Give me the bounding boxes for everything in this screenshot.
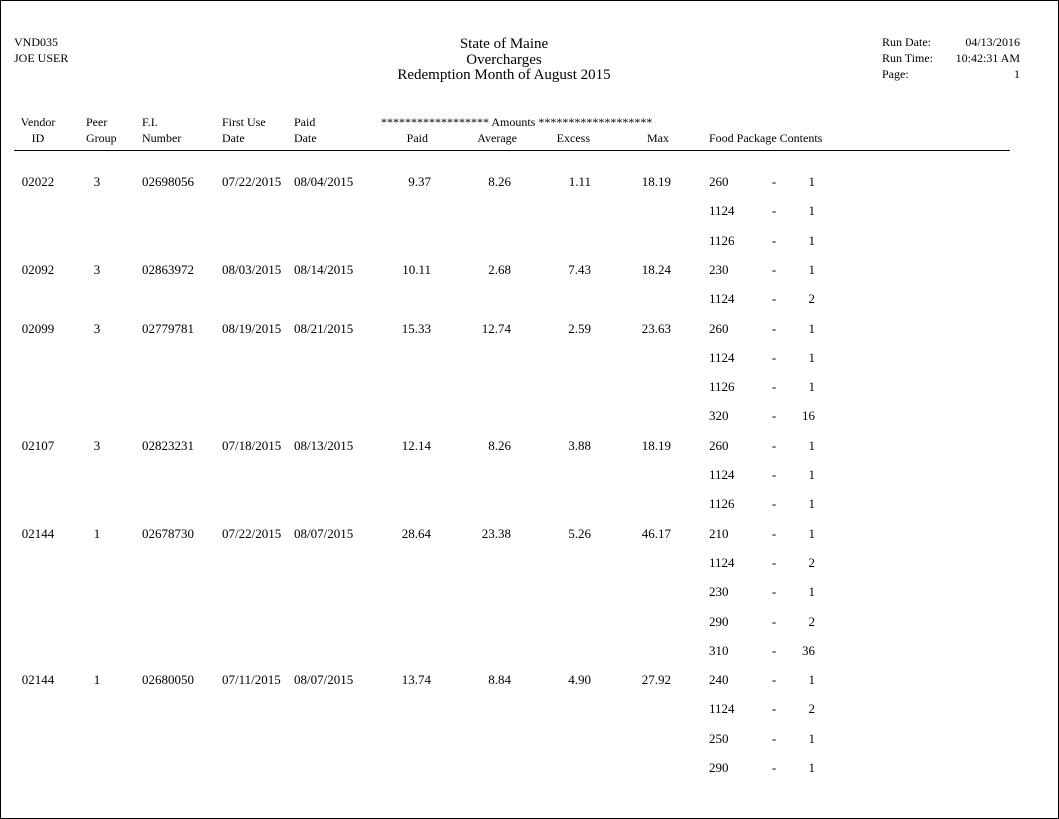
excess-amount: 4.90: [568, 672, 591, 688]
max-amount: 23.63: [641, 320, 671, 336]
food-package-quantity: 1: [808, 760, 815, 775]
vendor-id: 02107: [21, 437, 55, 453]
food-package-separator: -: [771, 467, 777, 482]
col-paid-date-line1: Paid: [294, 115, 316, 129]
excess-amount: 5.26: [568, 525, 591, 541]
first-use-date: 08/19/2015: [222, 320, 282, 336]
food-package-separator: -: [771, 437, 777, 453]
food-package-separator: -: [771, 232, 777, 248]
report-title-month: Redemption Month of August 2015: [397, 67, 611, 83]
food-package-code: 250: [709, 730, 729, 746]
peer-group: 3: [93, 174, 101, 189]
food-package-separator: -: [771, 730, 777, 746]
food-package-code: 1124: [709, 291, 735, 307]
food-package-separator: -: [771, 261, 777, 277]
peer-group: 1: [93, 672, 101, 688]
average-amount: 12.74: [481, 320, 511, 336]
food-package-code: 1124: [709, 554, 735, 570]
food-package-quantity: 2: [808, 554, 815, 570]
food-package-quantity: 2: [808, 701, 815, 717]
average-amount: 23.38: [481, 525, 511, 541]
food-package-code: 1124: [709, 349, 735, 365]
food-package-code: 310: [709, 642, 729, 658]
excess-amount: 3.88: [568, 437, 591, 453]
food-package-separator: -: [771, 701, 777, 717]
food-package-separator: -: [771, 525, 777, 541]
paid-amount: 15.33: [401, 320, 431, 336]
max-amount: 18.24: [641, 261, 671, 277]
food-package-separator: -: [771, 203, 777, 219]
food-package-quantity: 1: [808, 174, 815, 189]
peer-group: 1: [93, 525, 101, 541]
max-amount: 18.19: [641, 437, 671, 453]
max-amount: 46.17: [641, 525, 671, 541]
food-package-quantity: 1: [808, 437, 815, 453]
col-first-use-line2: Date: [222, 131, 245, 145]
col-first-use-line1: First Use: [222, 115, 266, 129]
food-package-quantity: 1: [808, 320, 815, 336]
food-package-quantity: 2: [808, 613, 815, 629]
excess-amount: 1.11: [568, 174, 591, 189]
food-package-code: 290: [709, 760, 729, 775]
food-package-code: 1126: [709, 232, 735, 248]
max-amount: 18.19: [641, 174, 671, 189]
col-fi-line2: Number: [142, 131, 182, 145]
col-peer-line1: Peer: [86, 115, 108, 129]
first-use-date: 08/03/2015: [222, 261, 282, 277]
paid-amount: 12.14: [401, 437, 431, 453]
food-package-code: 1124: [709, 203, 735, 219]
user-name: JOE USER: [14, 51, 69, 65]
first-use-date: 07/22/2015: [222, 525, 282, 541]
col-peer-line2: Group: [86, 131, 117, 145]
average-amount: 2.68: [488, 261, 511, 277]
food-package-quantity: 1: [808, 525, 815, 541]
paid-date: 08/13/2015: [294, 437, 354, 453]
average-amount: 8.26: [488, 437, 511, 453]
paid-date: 08/04/2015: [294, 174, 354, 189]
food-package-code: 1126: [709, 379, 735, 395]
vendor-id: 02144: [21, 672, 55, 688]
fi-number: 02698056: [142, 174, 194, 189]
excess-amount: 2.59: [568, 320, 591, 336]
food-package-quantity: 36: [802, 642, 815, 658]
food-package-separator: -: [771, 760, 777, 775]
food-package-separator: -: [771, 408, 777, 424]
paid-amount: 9.37: [408, 174, 431, 189]
food-package-code: 1126: [709, 496, 735, 512]
food-package-quantity: 1: [808, 349, 815, 365]
food-package-separator: -: [771, 496, 777, 512]
col-paid-date-line2: Date: [294, 131, 317, 145]
food-package-separator: -: [771, 320, 777, 336]
fi-number: 02863972: [142, 261, 194, 277]
food-package-code: 320: [709, 408, 729, 424]
vendor-id: 02099: [21, 320, 55, 336]
fi-number: 02779781: [142, 320, 194, 336]
run-time-label: Run Time:: [882, 51, 934, 65]
food-package-code: 290: [709, 613, 729, 629]
col-fi-line1: F.I.: [142, 115, 158, 129]
food-package-quantity: 1: [808, 261, 815, 277]
header-divider: [14, 150, 1010, 151]
vendor-id: 02144: [21, 525, 55, 541]
first-use-date: 07/11/2015: [222, 672, 281, 688]
vendor-id: 02092: [21, 261, 55, 277]
first-use-date: 07/22/2015: [222, 174, 282, 189]
run-date-label: Run Date:: [882, 35, 931, 49]
food-package-quantity: 1: [808, 232, 815, 248]
food-package-quantity: 1: [808, 584, 815, 600]
excess-amount: 7.43: [568, 261, 591, 277]
report-code: VND035: [14, 35, 58, 49]
food-package-quantity: 1: [808, 467, 815, 482]
paid-date: 08/07/2015: [294, 525, 354, 541]
food-package-code: 1124: [709, 467, 735, 482]
page-number: 1: [1014, 67, 1020, 81]
col-vendor-line1: Vendor: [20, 115, 56, 129]
paid-date: 08/21/2015: [294, 320, 354, 336]
fi-number: 02823231: [142, 437, 194, 453]
food-package-separator: -: [771, 554, 777, 570]
amounts-banner: ****************** Amounts *******************: [381, 115, 653, 129]
paid-date: 08/14/2015: [294, 261, 354, 277]
food-package-quantity: 1: [808, 730, 815, 746]
food-package-separator: -: [771, 174, 777, 189]
food-package-separator: -: [771, 379, 777, 395]
food-package-separator: -: [771, 349, 777, 365]
col-average: Average: [477, 131, 517, 145]
paid-amount: 13.74: [401, 672, 431, 688]
food-package-quantity: 1: [808, 203, 815, 219]
first-use-date: 07/18/2015: [222, 437, 282, 453]
max-amount: 27.92: [641, 672, 671, 688]
col-vendor-line2: ID: [31, 131, 45, 145]
page-label: Page:: [882, 67, 909, 81]
food-package-code: 260: [709, 174, 729, 189]
col-max: Max: [647, 131, 669, 145]
food-package-quantity: 1: [808, 672, 815, 688]
food-package-code: 230: [709, 261, 729, 277]
peer-group: 3: [93, 261, 101, 277]
food-package-quantity: 1: [808, 496, 815, 512]
fi-number: 02678730: [142, 525, 194, 541]
food-package-separator: -: [771, 672, 777, 688]
col-food-package: Food Package Contents: [709, 131, 823, 145]
food-package-quantity: 16: [802, 408, 815, 424]
run-date-value: 04/13/2016: [965, 35, 1020, 49]
run-time-value: 10:42:31 AM: [955, 51, 1020, 65]
col-paid-amount: Paid: [406, 131, 428, 145]
food-package-code: 230: [709, 584, 729, 600]
report-title-state: State of Maine: [459, 36, 549, 52]
food-package-quantity: 1: [808, 379, 815, 395]
food-package-code: 260: [709, 437, 729, 453]
food-package-separator: -: [771, 613, 777, 629]
average-amount: 8.84: [488, 672, 511, 688]
food-package-separator: -: [771, 584, 777, 600]
paid-amount: 10.11: [402, 261, 431, 277]
food-package-separator: -: [771, 642, 777, 658]
vendor-id: 02022: [21, 174, 55, 189]
peer-group: 3: [93, 437, 101, 453]
col-excess: Excess: [556, 131, 590, 145]
food-package-code: 1124: [709, 701, 735, 717]
food-package-separator: -: [771, 291, 777, 307]
average-amount: 8.26: [488, 174, 511, 189]
paid-date: 08/07/2015: [294, 672, 354, 688]
paid-amount: 28.64: [401, 525, 431, 541]
food-package-code: 240: [709, 672, 729, 688]
food-package-code: 210: [709, 525, 729, 541]
peer-group: 3: [93, 320, 101, 336]
fi-number: 02680050: [142, 672, 194, 688]
report-title-overcharges: Overcharges: [466, 52, 542, 68]
food-package-code: 260: [709, 320, 729, 336]
food-package-quantity: 2: [808, 291, 815, 307]
